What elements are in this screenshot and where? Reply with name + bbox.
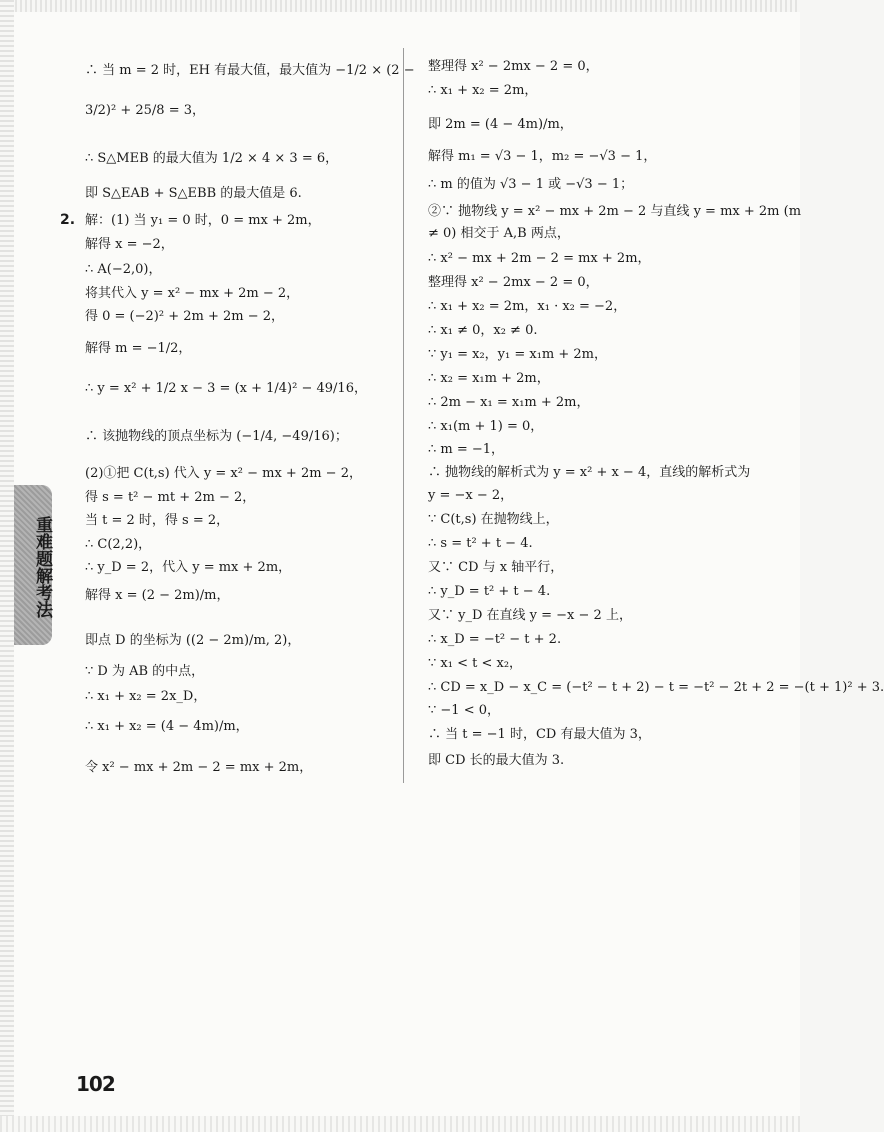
left-column-line: 解得 m = −1/2，	[85, 341, 192, 356]
scan-edge-top	[0, 0, 800, 12]
scan-edge-left	[0, 0, 14, 1132]
right-column-line: ≠ 0) 相交于 A,B 两点，	[428, 226, 570, 241]
right-column-line: ∴ 抛物线的解析式为 y = x² + x − 4，直线的解析式为	[428, 465, 751, 480]
right-column-line: 解得 m₁ = √3 − 1，m₂ = −√3 − 1，	[428, 149, 657, 164]
left-column-line: 将其代入 y = x² − mx + 2m − 2，	[85, 286, 300, 301]
right-column-line: ∴ 当 t = −1 时，CD 有最大值为 3，	[428, 727, 651, 742]
left-column-line: 得 s = t² − mt + 2m − 2，	[85, 490, 256, 505]
right-column-line: 整理得 x² − 2mx − 2 = 0，	[428, 59, 599, 74]
right-column-line: ∴ x₁ + x₂ = 2m，	[428, 83, 538, 98]
left-column-line: ∴ y_D = 2，代入 y = mx + 2m，	[85, 560, 292, 575]
left-column-line: ∴ x₁ + x₂ = 2x_D，	[85, 689, 207, 704]
problem-number: 2.	[60, 212, 76, 228]
left-column-line: ∴ 当 m = 2 时，EH 有最大值，最大值为 −1/2 × (2 −	[85, 63, 415, 78]
right-column-line: ∴ x₁ + x₂ = 2m，x₁ · x₂ = −2，	[428, 299, 627, 314]
left-column-line: 解得 x = (2 − 2m)/m，	[85, 588, 230, 603]
right-column-line: 即 2m = (4 − 4m)/m，	[428, 117, 573, 132]
right-column-line: y = −x − 2，	[428, 488, 514, 503]
side-tab-label: 重难题解考法	[32, 516, 52, 618]
left-column-line: 3/2)² + 25/8 = 3，	[85, 103, 205, 118]
right-column-line: ②∵ 抛物线 y = x² − mx + 2m − 2 与直线 y = mx + 2m (m	[428, 204, 802, 219]
left-column-line: ∵ D 为 AB 的中点，	[85, 664, 205, 679]
right-column-line: 又∵ y_D 在直线 y = −x − 2 上，	[428, 608, 632, 623]
left-column-line: ∴ 该抛物线的顶点坐标为 (−1/4, −49/16)；	[85, 429, 348, 444]
left-column-line: 令 x² − mx + 2m − 2 = mx + 2m，	[85, 760, 313, 775]
left-column-line: 得 0 = (−2)² + 2m + 2m − 2，	[85, 309, 285, 324]
right-column-line: ∵ x₁ < t < x₂，	[428, 656, 523, 671]
right-column-line: ∵ y₁ = x₂，y₁ = x₁m + 2m，	[428, 347, 607, 362]
left-column-line: ∴ A(−2,0)，	[85, 262, 162, 277]
left-column-line: 解得 x = −2，	[85, 237, 174, 252]
right-column-line: ∴ x₂ = x₁m + 2m，	[428, 371, 550, 386]
right-column-line: ∴ x₁ ≠ 0，x₂ ≠ 0.	[428, 323, 538, 338]
right-column-line: ∴ m = −1，	[428, 442, 505, 457]
left-column-line: 解：(1) 当 y₁ = 0 时，0 = mx + 2m，	[85, 213, 321, 228]
left-column-line: 当 t = 2 时，得 s = 2，	[85, 513, 230, 528]
right-column-line: ∴ y_D = t² + t − 4.	[428, 584, 551, 599]
right-column-line: 即 CD 长的最大值为 3.	[428, 753, 565, 768]
right-column-line: ∵ −1 < 0，	[428, 703, 500, 718]
right-column-line: ∵ C(t,s) 在抛物线上，	[428, 512, 559, 527]
right-column-line: ∴ x_D = −t² − t + 2.	[428, 632, 562, 647]
right-column-line: ∴ 2m − x₁ = x₁m + 2m，	[428, 395, 590, 410]
page-number: 102	[76, 1072, 115, 1096]
left-column-line: ∴ S△MEB 的最大值为 1/2 × 4 × 3 = 6，	[85, 151, 339, 166]
left-column-line: (2)①把 C(t,s) 代入 y = x² − mx + 2m − 2，	[85, 466, 362, 481]
left-column-line: ∴ C(2,2)，	[85, 537, 152, 552]
right-column-line: ∴ m 的值为 √3 − 1 或 −√3 − 1；	[428, 177, 634, 192]
right-column-line: ∴ x² − mx + 2m − 2 = mx + 2m，	[428, 251, 651, 266]
left-column-line: ∴ y = x² + 1/2 x − 3 = (x + 1/4)² − 49/16，	[85, 381, 367, 396]
right-column-line: ∴ CD = x_D − x_C = (−t² − t + 2) − t = −t² − 2t + 2 = −(t + 1)² + 3.	[428, 680, 884, 695]
right-column-line: 整理得 x² − 2mx − 2 = 0，	[428, 275, 599, 290]
right-column-line: 又∵ CD 与 x 轴平行，	[428, 560, 564, 575]
scan-edge-bottom	[0, 1116, 800, 1132]
right-column-line: ∴ s = t² + t − 4.	[428, 536, 533, 551]
left-column-line: 即 S△EAB + S△EBB 的最大值是 6.	[85, 186, 302, 201]
column-divider	[403, 48, 404, 783]
right-column-line: ∴ x₁(m + 1) = 0，	[428, 419, 544, 434]
left-column-line: 即点 D 的坐标为 ((2 − 2m)/m, 2)，	[85, 633, 301, 648]
left-column-line: ∴ x₁ + x₂ = (4 − 4m)/m，	[85, 719, 249, 734]
